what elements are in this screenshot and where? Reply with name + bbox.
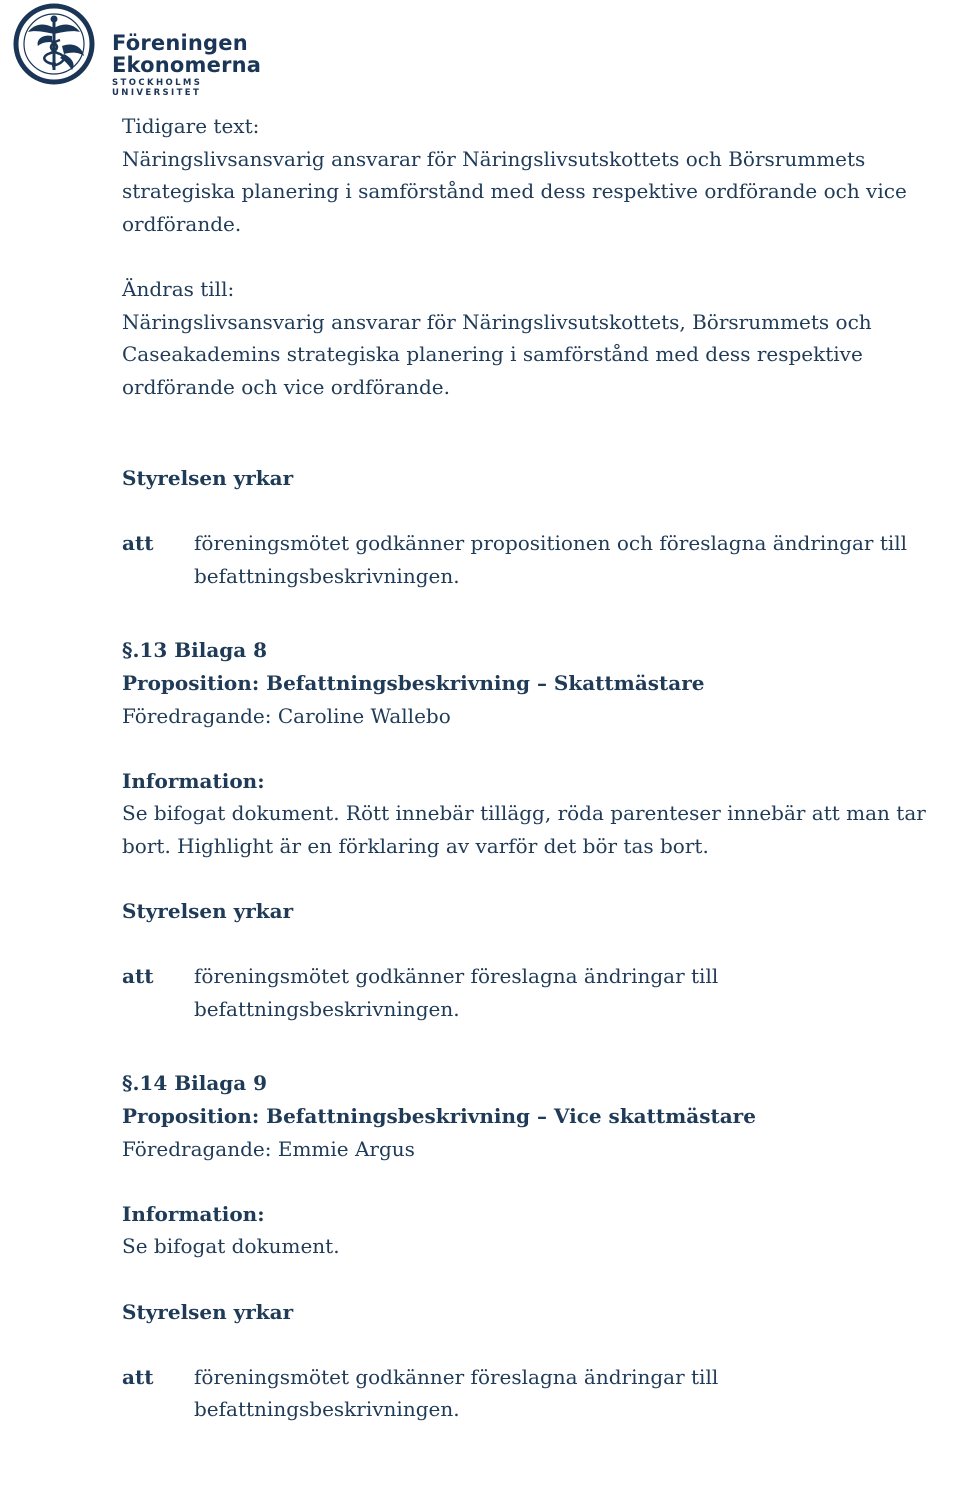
- emblem-icon: [2, 2, 106, 86]
- section-13-proposition: Proposition: Befattningsbeskrivning – Skattmästare: [122, 670, 705, 695]
- changed-to-text: Näringslivsansvarig ansvarar för Näringslivsutskottets, Börsrummets och Caseakademins strategiska planering i samförstånd med dess respektive ordförande och vice ordförande.: [122, 309, 872, 399]
- section-13-board-motion-label: Styrelsen yrkar: [122, 899, 294, 924]
- logo-line-1: Föreningen: [112, 31, 248, 55]
- section-13-info-text: Se bifogat dokument. Rött innebär tillägg, röda parenteser innebär att man tar bort. Highlight är en förklaring av varför det bör tas bort.: [122, 801, 926, 858]
- section-13-presenter: Föredragande: Caroline Wallebo: [122, 703, 451, 728]
- previous-text-label: Tidigare text:: [122, 114, 260, 138]
- logo-wordmark: [112, 32, 261, 98]
- board-motion-label: Styrelsen yrkar: [122, 465, 294, 490]
- section-14-proposition: Proposition: Befattningsbeskrivning – Vice skattmästare: [122, 1104, 756, 1129]
- section-14-presenter: Föredragande: Emmie Argus: [122, 1136, 415, 1161]
- section-14-info-text: Se bifogat dokument.: [122, 1234, 340, 1259]
- motion-text: föreningsmötet godkänner föreslagna ändringar till befattningsbeskrivningen.: [194, 1364, 719, 1422]
- section-14-heading: §.14 Bilaga 9: [122, 1071, 268, 1096]
- att-label: att: [122, 1364, 154, 1389]
- att-label: att: [122, 964, 154, 989]
- organization-logo: [2, 2, 262, 98]
- section-13-heading: §.13 Bilaga 8: [122, 638, 268, 663]
- section-13-motion-clause: [122, 960, 952, 1025]
- changed-to-label: Ändras till:: [122, 276, 235, 301]
- logo-line-3: STOCKHOLMS UNIVERSITET: [112, 78, 203, 98]
- motion-text: föreningsmötet godkänner föreslagna ändringar till befattningsbeskrivningen.: [194, 964, 719, 1021]
- document-body: [122, 110, 952, 1426]
- motion-clause: [122, 527, 952, 592]
- section-13-info-label: Information:: [122, 768, 265, 793]
- previous-text: Näringslivsansvarig ansvarar för Näringslivsutskottets och Börsrummets strategiska planering i samförstånd med dess respektive ordförande och vice ordförande.: [122, 146, 907, 236]
- section-14-board-motion-label: Styrelsen yrkar: [122, 1299, 294, 1324]
- att-label: att: [122, 531, 154, 556]
- logo-line-2: Ekonomerna: [112, 53, 262, 77]
- motion-text: föreningsmötet godkänner propositionen och föreslagna ändringar till befattningsbeskrivningen.: [194, 531, 908, 588]
- section-14-motion-clause: [122, 1361, 952, 1426]
- section-14-info-label: Information:: [122, 1201, 265, 1226]
